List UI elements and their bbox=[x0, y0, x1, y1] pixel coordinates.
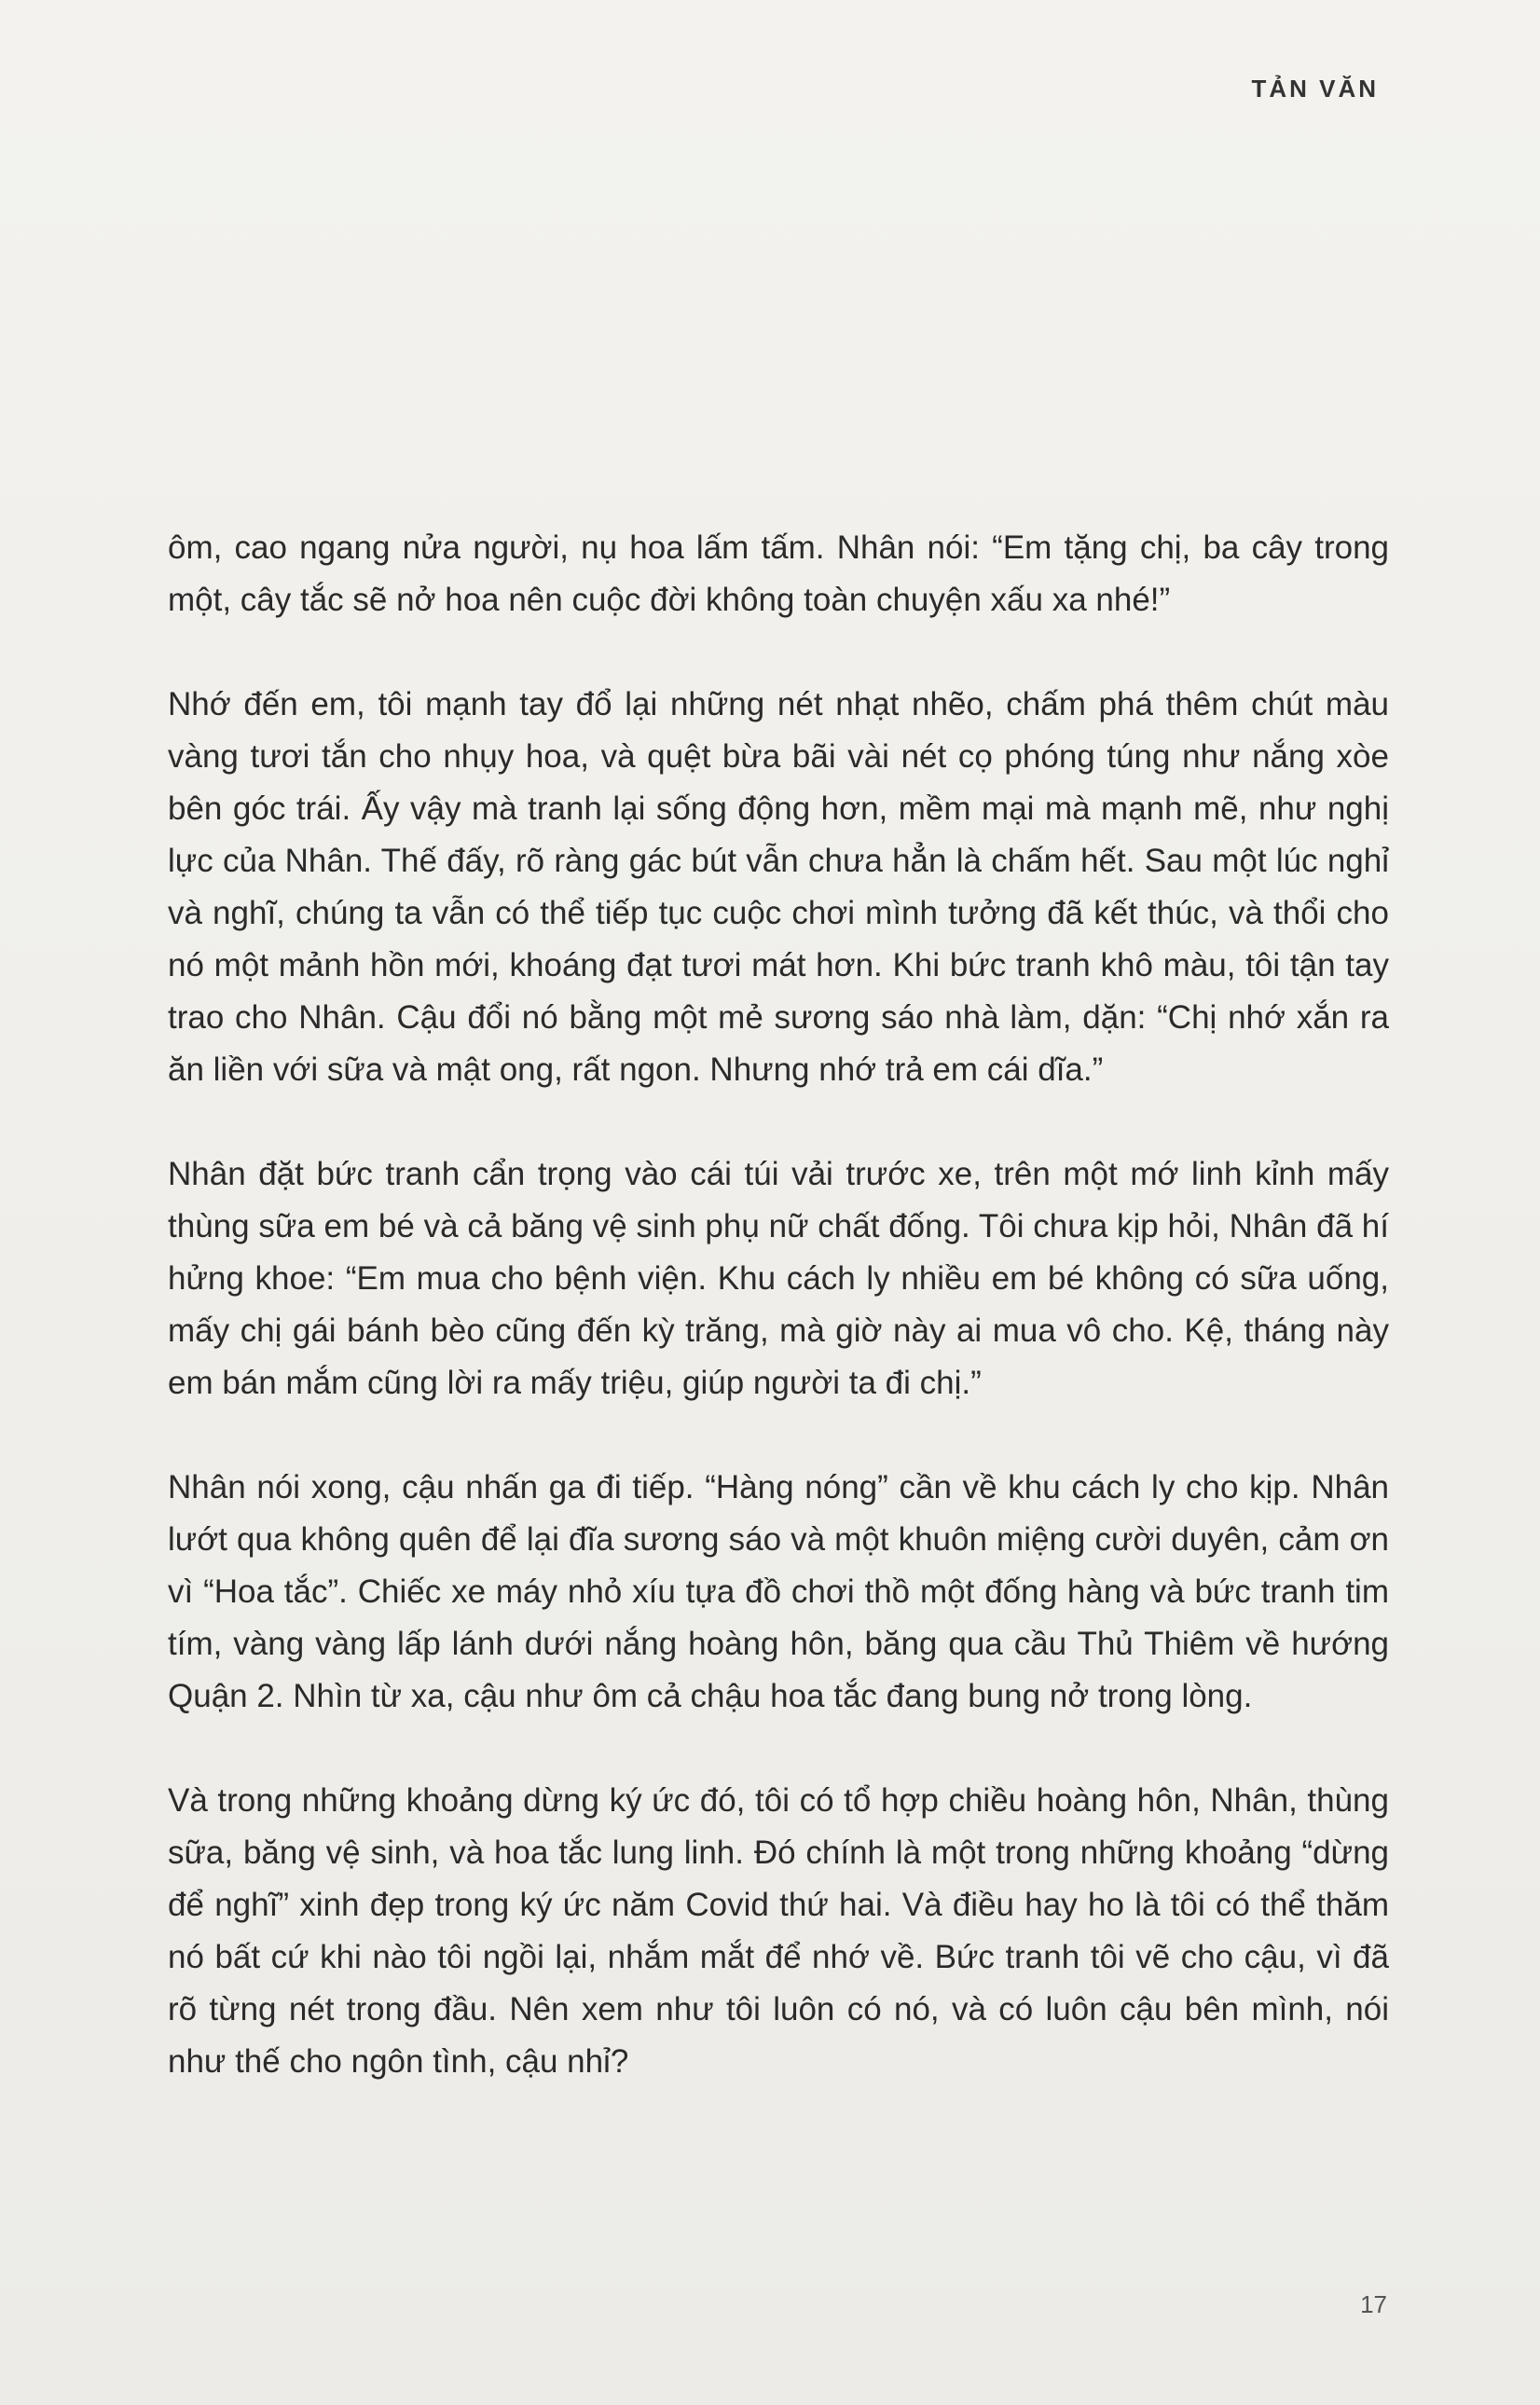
paragraph-2: Nhớ đến em, tôi mạnh tay đổ lại những nét nhạt nhẽo, chấm phá thêm chút màu vàng tươi tắn cho nhụy hoa, và quệt bừa bãi vài nét cọ phóng túng như nắng xòe bên góc trái. Ấy vậy mà tranh lại sống động hơn, mềm mại mà mạnh mẽ, như nghị lực của Nhân. Thế đấy, rõ ràng gác bút vẫn chưa hẳn là chấm hết. Sau một lúc nghỉ và nghĩ, chúng ta vẫn có thể tiếp tục cuộc chơi mình tưởng đã kết thúc, và thổi cho nó một mảnh hồn mới, khoáng đạt tươi mát hơn. Khi bức tranh khô màu, tôi tận tay trao cho Nhân. Cậu đổi nó bằng một mẻ sương sáo nhà làm, dặn: “Chị nhớ xắn ra ăn liền với sữa và mật ong, rất ngon. Nhưng nhớ trả em cái dĩa.” bbox=[168, 686, 1389, 1088]
paragraph-5: Và trong những khoảng dừng ký ức đó, tôi có tổ hợp chiều hoàng hôn, Nhân, thùng sữa, băng vệ sinh, và hoa tắc lung linh. Đó chính là một trong những khoảng “dừng để nghĩ” xinh đẹp trong ký ức năm Covid thứ hai. Và điều hay ho là tôi có thể thăm nó bất cứ khi nào tôi ngồi lại, nhắm mắt để nhớ về. Bức tranh tôi vẽ cho cậu, vì đã rõ từng nét trong đầu. Nên xem như tôi luôn có nó, và có luôn cậu bên mình, nói như thế cho ngôn tình, cậu nhỉ? bbox=[168, 1782, 1389, 2080]
body-text bbox=[168, 522, 1389, 2140]
paragraph-1: ôm, cao ngang nửa người, nụ hoa lấm tấm. Nhân nói: “Em tặng chị, ba cây trong một, cây tắc sẽ nở hoa nên cuộc đời không toàn chuyện xấu xa nhé!” bbox=[168, 529, 1389, 618]
paragraph-4: Nhân nói xong, cậu nhấn ga đi tiếp. “Hàng nóng” cần về khu cách ly cho kịp. Nhân lướt qua không quên để lại đĩa sương sáo và một khuôn miệng cười duyên, cảm ơn vì “Hoa tắc”. Chiếc xe máy nhỏ xíu tựa đồ chơi thồ một đống hàng và bức tranh tim tím, vàng vàng lấp lánh dưới nắng hoàng hôn, băng qua cầu Thủ Thiêm về hướng Quận 2. Nhìn từ xa, cậu như ôm cả chậu hoa tắc đang bung nở trong lòng. bbox=[168, 1469, 1389, 1714]
paragraph-3: Nhân đặt bức tranh cẩn trọng vào cái túi vải trước xe, trên một mớ linh kỉnh mấy thùng sữa em bé và cả băng vệ sinh phụ nữ chất đống. Tôi chưa kịp hỏi, Nhân đã hí hửng khoe: “Em mua cho bệnh viện. Khu cách ly nhiều em bé không có sữa uống, mấy chị gái bánh bèo cũng đến kỳ trăng, mà giờ này ai mua vô cho. Kệ, tháng này em bán mắm cũng lời ra mấy triệu, giúp người ta đi chị.” bbox=[168, 1156, 1389, 1401]
page-number: 17 bbox=[1360, 2290, 1387, 2318]
section-title: TẢN VĂN bbox=[1251, 75, 1379, 103]
